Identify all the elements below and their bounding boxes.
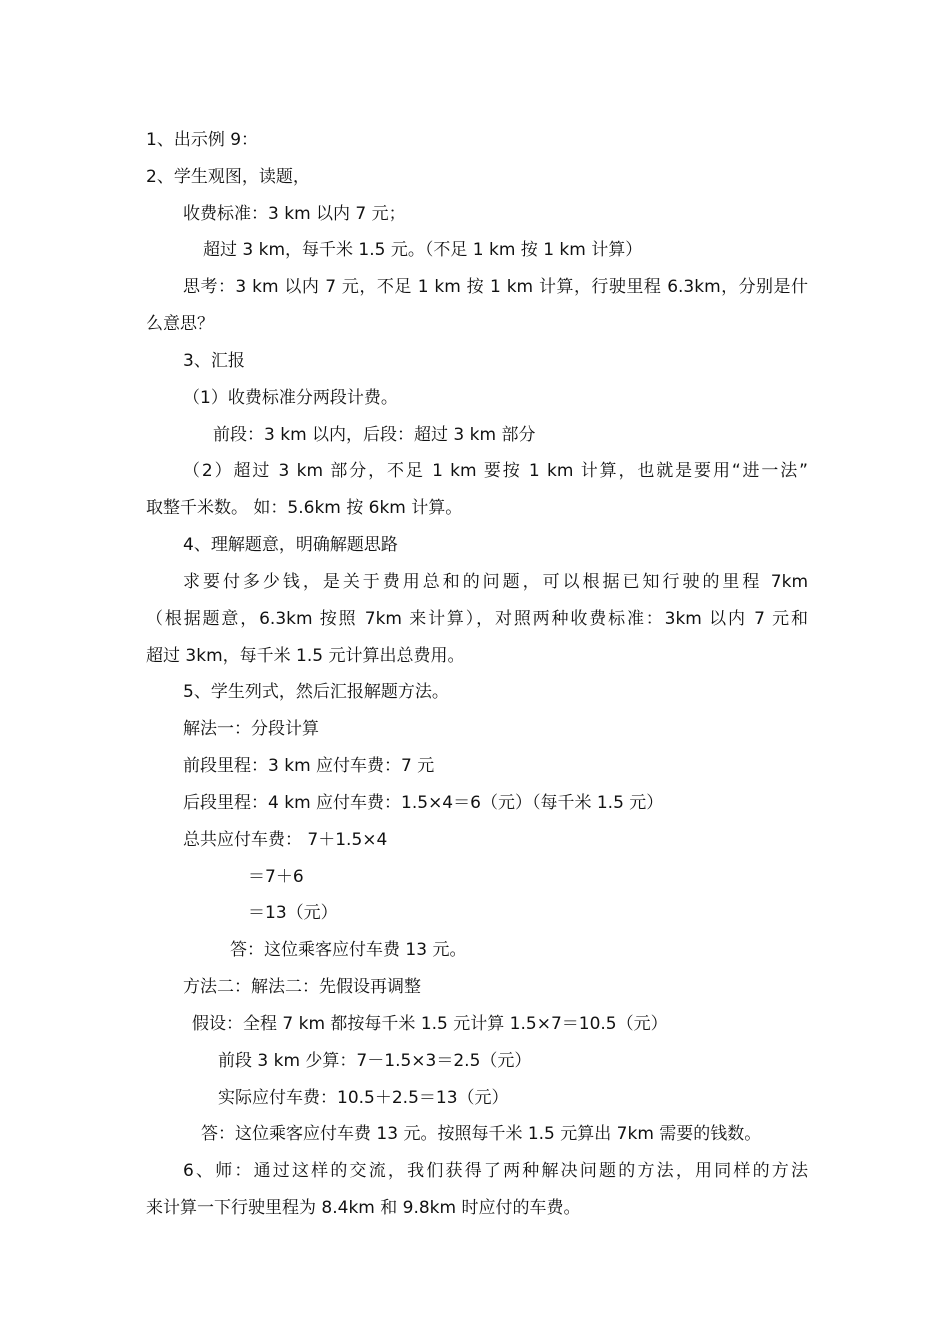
text-line-24: 方法二：解法二：先假设再调整 — [183, 977, 421, 997]
text-line-30: 来计算一下行驶里程为 8.4km 和 9.8km 时应付的车费。 — [146, 1198, 581, 1218]
text-line-10: （2）超过 3 km 部分，不足 1 km 要按 1 km 计算，也就是要用“进一法” — [183, 461, 808, 481]
text-line-25: 假设：全程 7 km 都按每千米 1.5 元计算 1.5×7＝10.5（元） — [192, 1014, 668, 1034]
text-line-4: 超过 3 km，每千米 1.5 元。（不足 1 km 按 1 km 计算） — [203, 240, 643, 260]
text-line-23: 答：这位乘客应付车费 13 元。 — [230, 940, 467, 960]
text-line-14: （根据题意，6.3km 按照 7km 来计算），对照两种收费标准：3km 以内 7 元和 — [146, 609, 808, 629]
text-line-8: （1）收费标准分两段计费。 — [183, 388, 398, 408]
text-line-29: 6、师：通过这样的交流，我们获得了两种解决问题的方法，用同样的方法 — [183, 1161, 808, 1181]
text-line-20: 总共应付车费： 7＋1.5×4 — [183, 830, 388, 850]
text-line-26: 前段 3 km 少算：7－1.5×3＝2.5（元） — [218, 1051, 532, 1071]
text-line-9: 前段：3 km 以内，后段：超过 3 km 部分 — [213, 425, 536, 445]
text-line-22: ＝13（元） — [248, 903, 338, 923]
text-line-13: 求要付多少钱，是关于费用总和的问题，可以根据已知行驶的里程 7km — [183, 572, 808, 592]
text-line-12: 4、理解题意，明确解题思路 — [183, 535, 398, 555]
text-line-17: 解法一：分段计算 — [183, 719, 319, 739]
text-line-28: 答：这位乘客应付车费 13 元。按照每千米 1.5 元算出 7km 需要的钱数。 — [201, 1124, 762, 1144]
text-line-2: 2、学生观图，读题， — [146, 167, 310, 187]
text-line-27: 实际应付车费：10.5＋2.5＝13（元） — [218, 1088, 509, 1108]
text-line-16: 5、学生列式，然后汇报解题方法。 — [183, 682, 449, 702]
text-line-19: 后段里程：4 km 应付车费：1.5×4＝6（元）（每千米 1.5 元） — [183, 793, 664, 813]
text-line-6: 么意思？ — [146, 314, 214, 334]
text-line-1: 1、出示例 9： — [146, 130, 259, 150]
text-line-18: 前段里程：3 km 应付车费：7 元 — [183, 756, 435, 776]
text-line-15: 超过 3km，每千米 1.5 元计算出总费用。 — [146, 646, 465, 666]
text-line-5: 思考：3 km 以内 7 元，不足 1 km 按 1 km 计算，行驶里程 6.3km，分别是什 — [183, 277, 808, 297]
text-line-11: 取整千米数。 如：5.6km 按 6km 计算。 — [146, 498, 463, 518]
text-line-3: 收费标准：3 km 以内 7 元； — [183, 204, 406, 224]
text-line-21: ＝7＋6 — [248, 867, 304, 887]
text-line-7: 3、汇报 — [183, 351, 245, 371]
